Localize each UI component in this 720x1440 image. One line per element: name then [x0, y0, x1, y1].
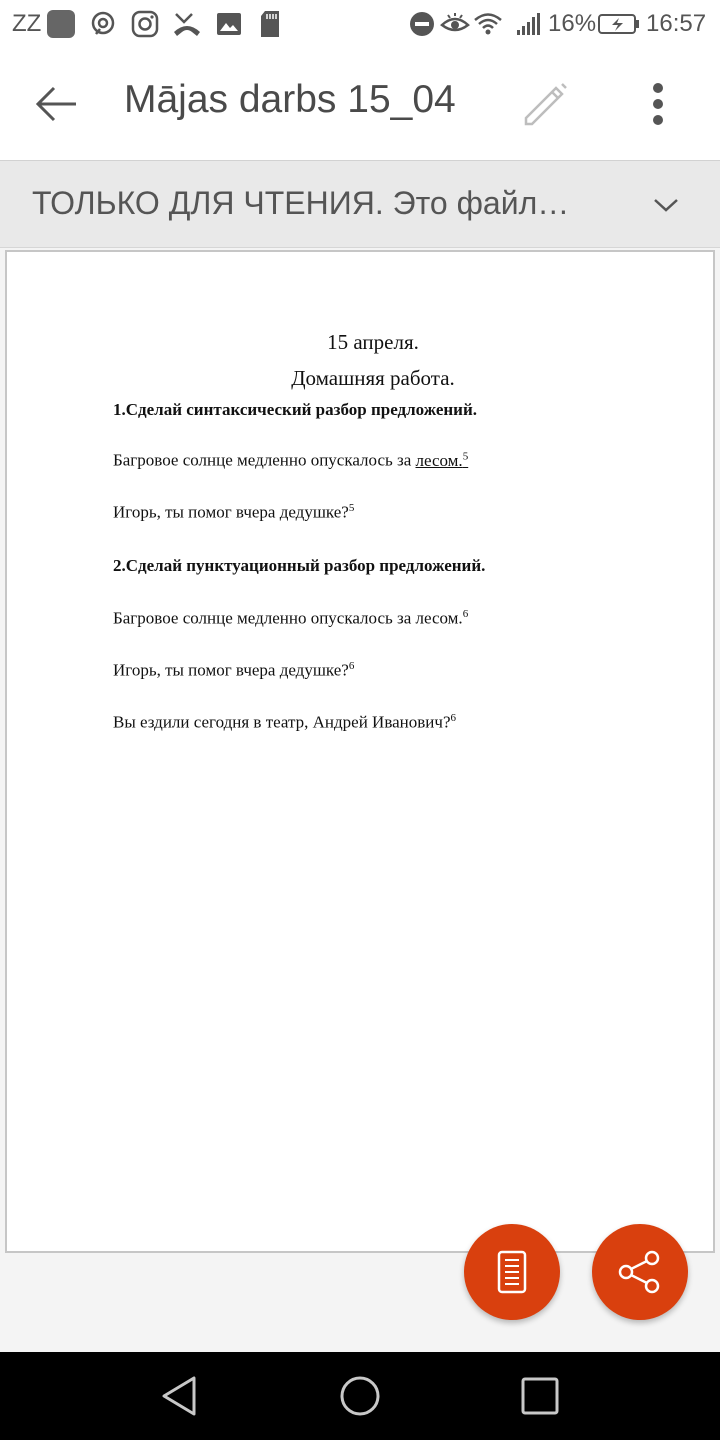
footnote-mark: 5	[462, 450, 469, 462]
navigation-bar	[0, 1352, 720, 1440]
battery-charging-icon	[598, 0, 640, 48]
arrow-left-icon	[32, 84, 80, 124]
status-bar	[0, 0, 720, 48]
underlined-word	[416, 451, 469, 470]
nav-recents-button[interactable]	[508, 1372, 572, 1420]
footnote-mark: 5	[348, 502, 355, 514]
sentence-text: Вы ездили сегодня в театр, Андрей Иванович?	[113, 712, 451, 732]
gallery-icon	[216, 0, 242, 48]
sentence-text: Багровое солнце медленно опускалось за	[113, 450, 416, 470]
wifi-icon	[473, 0, 503, 48]
document-content	[113, 330, 633, 764]
read-only-message: ТОЛЬКО ДЛЯ ЧТЕНИЯ. Это файл…	[32, 185, 570, 221]
footnote-mark: 6	[348, 660, 355, 672]
underlined-text: лесом.	[415, 450, 463, 470]
task2-sentence2	[113, 660, 633, 712]
task1-sentence2	[113, 502, 633, 556]
clock: 16:57	[646, 10, 707, 37]
more-vertical-icon	[652, 82, 664, 126]
triangle-back-icon	[160, 1375, 200, 1417]
document-page[interactable]	[5, 250, 715, 1253]
edit-button[interactable]	[514, 76, 578, 132]
eye-comfort-icon	[440, 0, 470, 48]
do-not-disturb-icon	[409, 0, 435, 48]
sd-card-icon	[259, 0, 281, 48]
document-heading: Домашняя работа.	[291, 366, 455, 390]
task2-sentence1	[113, 608, 633, 660]
task1-sentence1	[113, 450, 633, 502]
reading-view-button[interactable]	[464, 1224, 560, 1320]
read-only-banner[interactable]	[0, 160, 720, 248]
battery-percent: 16%	[548, 10, 597, 37]
sentence-text: Игорь, ты помог вчера дедушке?	[113, 502, 349, 522]
more-options-button[interactable]	[630, 76, 686, 132]
missed-call-icon	[172, 0, 202, 48]
back-button[interactable]	[20, 72, 92, 136]
status-label: ZZ	[12, 10, 42, 37]
footnote-mark: 6	[462, 608, 469, 620]
square-recents-icon	[521, 1377, 559, 1415]
chevron-down-icon	[653, 197, 679, 213]
share-button[interactable]	[592, 1224, 688, 1320]
mobile-view-icon	[497, 1250, 527, 1294]
instagram-icon	[131, 0, 159, 48]
document-title: Mājas darbs 15_04	[124, 78, 456, 121]
nav-home-button[interactable]	[328, 1372, 392, 1420]
pencil-icon	[522, 80, 570, 128]
circle-home-icon	[339, 1375, 381, 1417]
app-bar	[0, 48, 720, 160]
radar-icon	[90, 0, 118, 48]
nav-back-button[interactable]	[148, 1372, 212, 1420]
task2-title: 2.Сделай пунктуационный разбор предложений.	[113, 556, 486, 575]
footnote-mark: 6	[450, 712, 456, 724]
task1-title: 1.Сделай синтаксический разбор предложений.	[113, 400, 478, 419]
signal-icon	[516, 0, 542, 48]
expand-banner-button[interactable]	[640, 185, 692, 225]
sentence-text: Багровое солнце медленно опускалось за лесом.	[113, 608, 463, 628]
app-notification-icon	[46, 0, 76, 48]
date-line: 15 апреля.	[327, 330, 419, 354]
share-icon	[618, 1250, 662, 1294]
task2-sentence3	[113, 712, 633, 764]
sentence-text: Игорь, ты помог вчера дедушке?	[113, 660, 349, 680]
